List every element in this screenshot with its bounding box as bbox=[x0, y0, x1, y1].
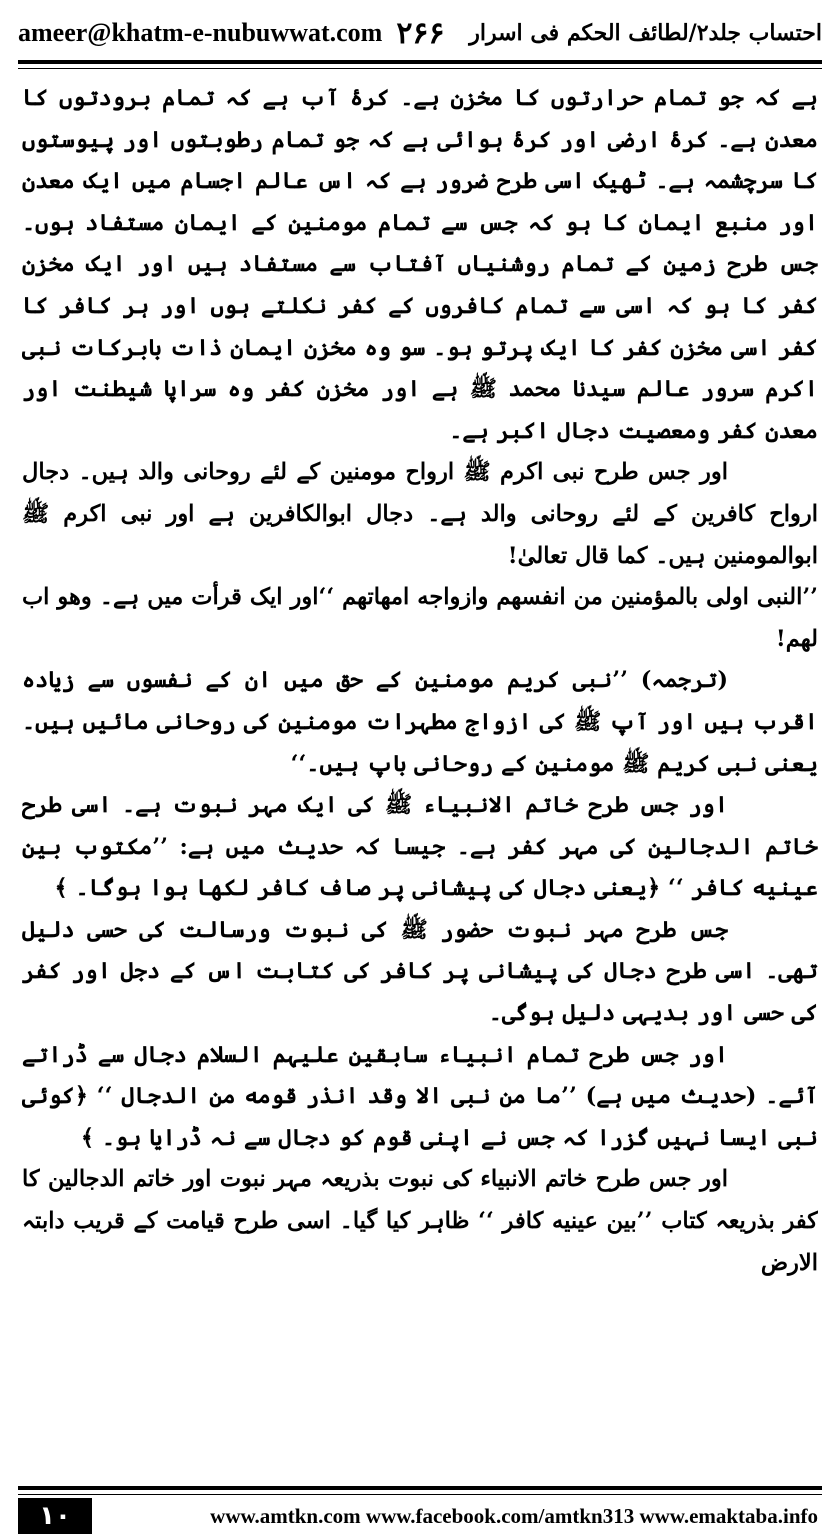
paragraph-4: (ترجمہ) ’’نبی کریم مومنین کے حق میں ان کے نفسوں سے زیادہ اقرب ہیں اور آپ ﷺ کی ازواج مطہرات مومنین کی روحانی مائیں ہیں۔ یعنی نبی کریم ﷺ مومنین کے روحانی باپ ہیں۔‘‘ bbox=[22, 667, 818, 777]
page-footer bbox=[18, 1498, 822, 1534]
paragraph-2: اور جس طرح نبی اکرم ﷺ ارواح مومنین کے لئے روحانی والد ہیں۔ دجال ارواح کافرین کے لئے روحانی والد ہے۔ دجال ابوالکافرین ہے اور نبی اکرم ﷺ ابوالمومنین ہیں۔ کما قال تعالیٰ! bbox=[22, 459, 818, 569]
paragraph-1: ہے کہ جو تمام حرارتوں کا مخزن ہے۔ کرۂ آب ہے کہ تمام برودتوں کا معدن ہے۔ کرۂ ارضی اور کرۂ ہوائی ہے کہ جو تمام رطوبتوں اور پیوستوں کا سرچشمہ ہے۔ ٹھیک اسی طرح ضرور ہے کہ اس عالم اجسام میں ایک معدن اور منبع ایمان کا ہو کہ جس سے تمام مومنین کے ایمان مستفاد ہوں۔ جس طرح زمین کے تمام روشنیاں آفتاب سے مستفاد ہیں اور ایک مخزن کفر کا ہو کہ اسی سے تمام کافروں کے کفر نکلتے ہوں اور ہر کافر کا کفر اسی مخزن کفر کا ایک پرتو ہو۔ سو وہ مخزن ایمان ذات بابرکات نبی اکرم سرور عالم سیدنا محمد ﷺ ہے اور مخزن کفر وہ سراپا شیطنت اور معدن کفر ومعصیت دجال اکبر ہے۔ bbox=[22, 85, 818, 444]
paragraph-8: اور جس طرح خاتم الانبیاء کی نبوت بذریعہ مہر نبوت اور خاتم الدجالین کا کفر بذریعہ کتاب ’’بین عینیه کافر ‘‘ ظاہر کیا گیا۔ اسی طرح قیامت کے قریب دابتہ الارض bbox=[22, 1166, 818, 1276]
footer-links: www.amtkn.com www.facebook.com/amtkn313 www.emaktaba.info bbox=[210, 1503, 818, 1528]
footer-rule bbox=[18, 1486, 822, 1490]
header-book-title: احتساب جلد۲/لطائف الحکم فی اسرار bbox=[469, 20, 822, 46]
header-page-number: ۲۶۶ bbox=[396, 15, 445, 51]
footer-page-number: ۱۰ bbox=[18, 1498, 92, 1534]
paragraph-3: ’’النبی اولی بالمؤمنین من انفسھم وازواجه امھاتھم ‘‘اور ایک قرأت میں ہے۔ وھو اب لھم! bbox=[22, 584, 818, 652]
footer-rule-thin bbox=[18, 1494, 822, 1495]
header-rule-thin bbox=[18, 68, 822, 69]
header-rule bbox=[18, 60, 822, 64]
body-text bbox=[22, 78, 818, 1452]
header-email: ameer@khatm-e-nubuwwat.com bbox=[18, 18, 383, 47]
page-header bbox=[18, 10, 822, 56]
paragraph-7: اور جس طرح تمام انبیاء سابقین علیہم السلام دجال سے ڈراتے آئے۔ (حدیث میں ہے) ’’ما من نبی الا وقد انذر قومه من الدجال ‘‘ ﴿کوئی نبی ایسا نہیں گزرا کہ جس نے اپنی قوم کو دجال سے نہ ڈرایا ہو۔ ﴾ bbox=[22, 1041, 818, 1151]
paragraph-5: اور جس طرح خاتم الانبیاء ﷺ کی ایک مہر نبوت ہے۔ اسی طرح خاتم الدجالین کی مہر کفر ہے۔ جیسا کہ حدیث میں ہے: ’’مکتوب بین عینیه کافر ‘‘ ﴿یعنی دجال کی پیشانی پر صاف کافر لکھا ہوا ہوگا۔ ﴾ bbox=[22, 792, 818, 902]
header-left bbox=[18, 16, 445, 51]
paragraph-6: جس طرح مہر نبوت حضور ﷺ کی نبوت ورسالت کی حسی دلیل تھی۔ اسی طرح دجال کی پیشانی پر کافر کی کتابت اس کے دجل اور کفر کی حسی اور بدیہی دلیل ہوگی۔ bbox=[22, 916, 818, 1027]
